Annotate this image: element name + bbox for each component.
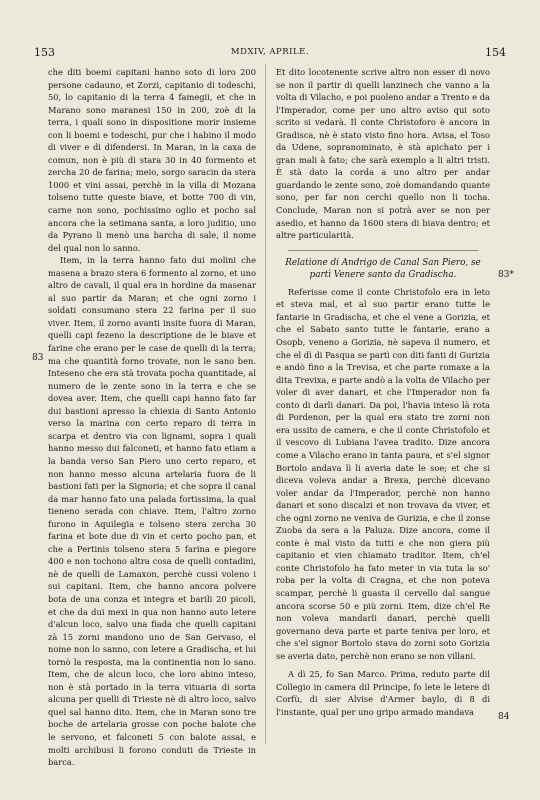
section-rule bbox=[288, 250, 478, 251]
left-paragraph-2: Item, in la terra hanno fato dui molini che masena a brazo stera 6 formento al zorno, et uno altro de cavali, il qual era in hordine da masenar al suo partir da Maran; et che ogni zorno i soldati consumano stera 22 farina per il suo viver. Item, il zorno avanti insite fuora di Maran, quelli capi fezeno la descriptione de le biave et farine che erano per le case de quelli di la terra; ma che quantità forno trovate, non le sano ben. Inteseno che era stà trovata pocha quantitade, al numero de le zente sono in la terra e che se dovea aver. Item, che quelli capi hanno fato far dui bastioni apresso la chiexia di Santo Antonio verso la marina con certo reparo di terra in scarpa et dentro via con lignami, sopra i quali hanno messo dui falconeti, et hanno fato etiam a la banda verso San Piero uno certo reparo, et non hanno messo alcuna artelaria fuora de li bastioni fati per la Signoria; et che sopra il canal da mar hanno fato una palada fortissima, la qual tieneno serada con chiave. Item, l'altro zorno furono in Aquilegia e tolseno stera zercha 30 farina et bote due di vin et certo pocho pan, et che a Pertinis tolseno stera 5 farina e piegore 400 e non tochono altra cosa de quelli contadini, nè de quelli de Lamaxon, perchè cussi voleno i sui capitani. Item, che hanno ancora polvere bota de una conza et integra et barili 20 picoli, et che da dui mexi in qua non hanno auto letere d'alcun loco, salvo una fiada che quelli capitani zà 15 zorni mandono uno de San Gervaso, el nome non lo sanno, con letere a Gradischa, et lui tornò la resposta, ma la continentia non lo sano. Item, che de alcun loco, che loro abino inteso, non è stà portado in la terra vituaria di sorta alcuna per quelli di Trieste nè di altro loco, salvo quel sal hanno dito. Item, che in Maran sono tre boche de artelaria grosse con poche balote che le servono, et falconeti 5 con balote assai, e molti archibusi li forono conduti da Trieste in barca. bbox=[48, 255, 256, 768]
margin-note-left: 83 bbox=[32, 353, 44, 363]
section-title: Relatione di Andrigo de Canal San Piero, se partì Venere santo da Gradischa. bbox=[285, 257, 481, 281]
right-paragraph-2: Referisse come il conte Christofolo era in leto et steva mal, et al suo partir erano tutte le fantarie in Gradischa, et che el vene a Gorizia, et che el Sabato santo tutte le fantarie, erano a Osopb, veneno a Gorizia, nè sapeva il numero, et che el dì di Pasqua se partì con diti fanti di Gurizia e andò fino a la Trevisa, et che parte romaxe a la dita Trevixa, e parte andò a la volta de Vilacho per voler di aver danari, et che l'Imperador non fa conto di darli danari. Da poi, l'havia inteso là rota di Pordenon, per la qual era stato tre zorni non era ussito de camera, e che il conte Christofolo et il vescovo di Lubiana l'avea tradito. Dize ancora come a Vilacho erano in tanta paura, et s'el signor Bortolo andava lì li averia date le soe; et che si diceva voleva andar a Brexa, perchè dicevano voler andar da l'Imperador, perchè non hanno danari et sono discalzi et non trovava da viver, et che ogni zorno ne veniva de Gurizia, e che il zonse Zuoba da sera a la Paluza. Dize ancora, come il conte è mal visto da tutti e che non giera più capitanio et vien chiamato traditor. Item, ch'el conte Christofolo ha fato meter in via tuta la so' roba per la volta di Cragna, et che non poteva scampar, perchè li guasta il cervello dal sangue ancora scorse 50 e più zorni. Item, dize ch'el Re non voleva mandarli danari, perchè quelli governano deva parte et parte teniva per loro, et che s'el signor Bortolo stava do zorni soto Gorizia se averia dato, perchè non erano se non villani. bbox=[276, 286, 490, 661]
right-column bbox=[276, 66, 490, 718]
page-header bbox=[32, 46, 508, 64]
left-paragraph-1: che diti boemi capitani hanno soto di loro 200 persone cadauno, et Zorzi, capitanio di todeschi, 50, lo capitanio di la terra 4 famegii, et che in Marano sono maranesi 150 in 200, zoè di la terra, i quali sono in dispositione morir insieme con li boemi e todeschi, pur che i habino il modo di viver e di difendersi. In Maran, in la caxa de comun, non è più di stara 30 in 40 formento et zercha 20 de farina; meio, sorgo saracin da stera 1000 et vini assai, perchè in la villa di Mozana tolseno tutte queste biave, et botte 700 di vin, carne non sono, pochissimo oglio et pocho sal ancora che la setimana santa, a loro juditio, uno da Pyrano li menò una barcha di sale, il nome del qual non lo sanno. bbox=[48, 67, 256, 253]
column-divider bbox=[265, 64, 266, 744]
left-column bbox=[48, 66, 256, 769]
page-number-left: 153 bbox=[34, 46, 55, 59]
page-number-right: 154 bbox=[485, 46, 506, 59]
right-paragraph-3: A dì 25, fo San Marco. Prima, reduto parte dil Collegio in camera dil Principe, fo lete le letere di Corfù, di sier Alvise d'Armer baylo, di 8 di l'instante, qual per uno gripo armado mandava bbox=[276, 669, 490, 717]
right-paragraph-1: Et dito locotenente scrive altro non esser di novo se non il partir di quelli lanzinech che vanno a la volta di Vilacho, e poi puoleno andar a Trento e da l'Imperador, come per uno altro aviso qui soto scrito si vedarà. Il conte Christoforo è ancora in Gradisca, nè è stato visto fino hora. Avisa, el Toso da Udene, sopranominato, è stà apichato per i gran mali à fato; che sarà exemplo a li altri tristi. È stà dato la corda a uno altro per andar guardando le zente sono, zoè domandando quante sono, per far non cerchi quello non li tocha. Conclude, Maran non si potrà aver se non per asedio, et hanno da 1600 stera di biava dentro; et altre particularità. bbox=[276, 67, 490, 241]
margin-note-right-1: 83* bbox=[498, 270, 514, 280]
margin-note-right-2: 84 bbox=[498, 712, 510, 722]
running-title: MDXIV, APRILE. bbox=[230, 47, 310, 57]
